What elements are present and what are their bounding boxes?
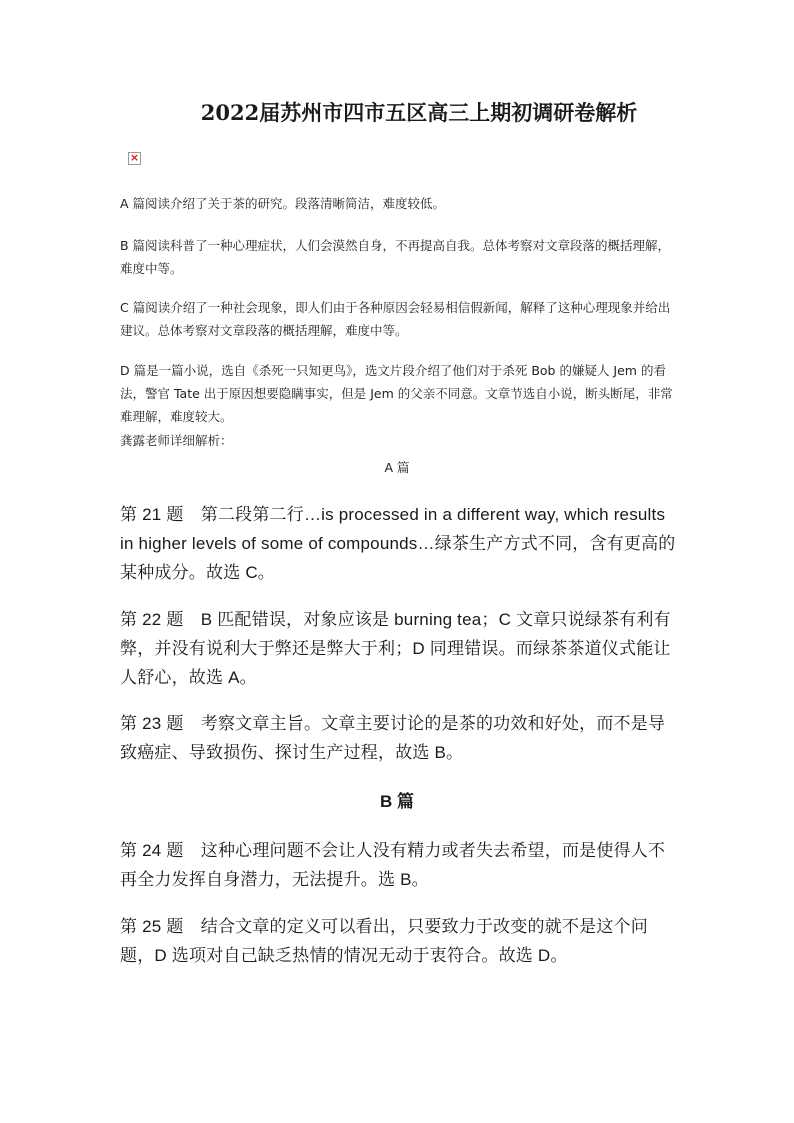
teacher-analysis-heading: 龚露老师详细解析：: [120, 433, 233, 448]
answer-question-23: 第 23 题 考察文章主旨。文章主要讨论的是茶的功效和好处，而不是导致癌症、导致损伤、探讨生产过程，故选 B。: [120, 714, 666, 762]
summary-passage-a: A 篇阅读介绍了关于茶的研究。段落清晰简洁，难度较低。: [120, 196, 446, 211]
answer-question-24: 第 24 题 这种心理问题不会让人没有精力或者失去希望，而是使得人不再全力发挥自身潜力，无法提升。选 B。: [120, 841, 666, 889]
broken-image-icon: ×: [129, 151, 140, 164]
section-heading-b: B 篇: [380, 792, 414, 811]
section-heading-a: A 篇: [384, 460, 410, 475]
answer-question-21: 第 21 题 第二段第二行…is processed in a different way, which results in higher levels of some of compounds…绿茶生产方式不同，含有更高的某种成分。故选 C。: [120, 505, 676, 582]
summary-passage-d: D 篇是一篇小说，选自《杀死一只知更鸟》，选文片段介绍了他们对于杀死 Bob 的嫌疑人 Jem 的看法，警官 Tate 出于原因想要隐瞒事实，但是 Jem 的父亲不同意。文章节选自小说，断头断尾，非常难理解，难度较大。: [120, 363, 673, 424]
summary-passage-b: B 篇阅读科普了一种心理症状，人们会漠然自身，不再提高自我。总体考察对文章段落的概括理解，难度中等。: [120, 238, 671, 276]
answer-question-25: 第 25 题 结合文章的定义可以看出，只要致力于改变的就不是这个问题，D 选项对自己缺乏热情的情况无动于衷符合。故选 D。: [120, 917, 648, 965]
summary-passage-c: C 篇阅读介绍了一种社会现象，即人们由于各种原因会轻易相信假新闻，解释了这种心理现象并给出建议。总体考察对文章段落的概括理解，难度中等。: [120, 300, 671, 338]
answer-question-22: 第 22 题 B 匹配错误，对象应该是 burning tea；C 文章只说绿茶有利有弊，并没有说利大于弊还是弊大于利；D 同理错误。而绿茶茶道仪式能让人舒心，故选 A。: [120, 610, 671, 687]
document-title: 2022届苏州市四市五区高三上期初调研卷解析: [200, 100, 638, 125]
